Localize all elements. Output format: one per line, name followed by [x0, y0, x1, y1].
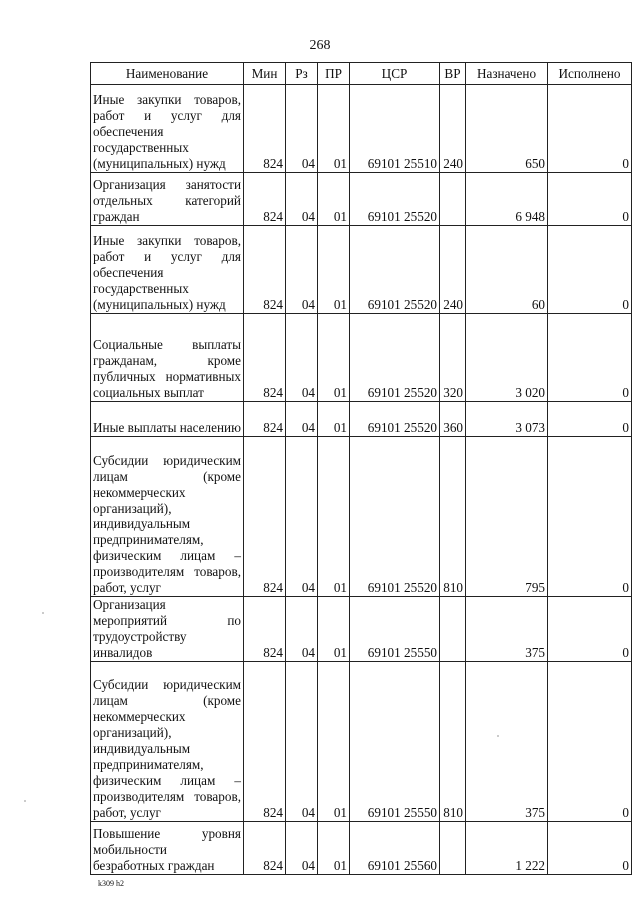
table-header-row	[91, 63, 632, 85]
row-min: 824	[244, 821, 286, 874]
row-vr: 240	[440, 226, 466, 314]
row-done: 0	[548, 402, 632, 437]
header-pr: ПР	[318, 63, 350, 85]
row-pr: 01	[318, 402, 350, 437]
scan-speck	[42, 612, 44, 614]
row-pr: 01	[318, 661, 350, 821]
row-pr: 01	[318, 314, 350, 402]
table-row	[91, 597, 632, 662]
row-csr: 69101 25560	[350, 821, 440, 874]
scan-speck	[497, 735, 499, 737]
row-done: 0	[548, 226, 632, 314]
row-done: 0	[548, 661, 632, 821]
row-pr: 01	[318, 226, 350, 314]
row-pr: 01	[318, 85, 350, 173]
row-name: Субсидии юридическим лицам (кроме некоммерческих организаций), индивидуальным предпринимателям, физическим лицам – производителям товаров, работ, услуг	[91, 437, 244, 597]
row-done: 0	[548, 821, 632, 874]
row-name: Иные выплаты населению	[91, 402, 244, 437]
row-assigned: 3 073	[466, 402, 548, 437]
row-rz: 04	[286, 85, 318, 173]
table-row	[91, 661, 632, 821]
row-vr: 810	[440, 437, 466, 597]
table-row	[91, 226, 632, 314]
row-min: 824	[244, 314, 286, 402]
header-assigned: Назначено	[466, 63, 548, 85]
row-csr: 69101 25510	[350, 85, 440, 173]
row-pr: 01	[318, 597, 350, 662]
table-row	[91, 821, 632, 874]
header-rz: Рз	[286, 63, 318, 85]
header-csr: ЦСР	[350, 63, 440, 85]
table-row	[91, 402, 632, 437]
row-vr: 320	[440, 314, 466, 402]
row-csr: 69101 25520	[350, 173, 440, 226]
table-row	[91, 173, 632, 226]
row-vr: 240	[440, 85, 466, 173]
header-min: Мин	[244, 63, 286, 85]
row-pr: 01	[318, 821, 350, 874]
row-vr: 810	[440, 661, 466, 821]
row-assigned: 1 222	[466, 821, 548, 874]
row-rz: 04	[286, 661, 318, 821]
row-assigned: 375	[466, 661, 548, 821]
row-pr: 01	[318, 437, 350, 597]
row-assigned: 3 020	[466, 314, 548, 402]
footer-code: k309 h2	[98, 879, 124, 888]
row-min: 824	[244, 661, 286, 821]
row-done: 0	[548, 173, 632, 226]
header-vr: ВР	[440, 63, 466, 85]
row-name: Иные закупки товаров, работ и услуг для обеспечения государственных (муниципальных) нужд	[91, 226, 244, 314]
header-name: Наименование	[91, 63, 244, 85]
row-assigned: 60	[466, 226, 548, 314]
row-csr: 69101 25520	[350, 402, 440, 437]
row-min: 824	[244, 597, 286, 662]
table-row	[91, 85, 632, 173]
row-rz: 04	[286, 314, 318, 402]
row-csr: 69101 25520	[350, 314, 440, 402]
row-csr: 69101 25550	[350, 661, 440, 821]
row-rz: 04	[286, 597, 318, 662]
table-row	[91, 437, 632, 597]
budget-table	[90, 62, 632, 875]
row-done: 0	[548, 314, 632, 402]
row-name: Субсидии юридическим лицам (кроме некоммерческих организаций), индивидуальным предпринимателям, физическим лицам – производителям товаров, работ, услуг	[91, 661, 244, 821]
row-csr: 69101 25520	[350, 226, 440, 314]
row-done: 0	[548, 85, 632, 173]
row-csr: 69101 25550	[350, 597, 440, 662]
row-name: Иные закупки товаров, работ и услуг для обеспечения государственных (муниципальных) нужд	[91, 85, 244, 173]
page-number: 268	[309, 38, 331, 53]
row-name: Социальные выплаты гражданам, кроме публичных нормативных социальных выплат	[91, 314, 244, 402]
header-done: Исполнено	[548, 63, 632, 85]
row-vr	[440, 821, 466, 874]
scan-speck	[24, 800, 26, 802]
row-vr	[440, 597, 466, 662]
row-assigned: 650	[466, 85, 548, 173]
row-vr	[440, 173, 466, 226]
row-assigned: 6 948	[466, 173, 548, 226]
row-rz: 04	[286, 173, 318, 226]
row-pr: 01	[318, 173, 350, 226]
row-done: 0	[548, 437, 632, 597]
row-rz: 04	[286, 437, 318, 597]
row-done: 0	[548, 597, 632, 662]
table-row	[91, 314, 632, 402]
row-rz: 04	[286, 226, 318, 314]
row-vr: 360	[440, 402, 466, 437]
row-name: Организация мероприятий по трудоустройству инвалидов	[91, 597, 244, 662]
row-assigned: 795	[466, 437, 548, 597]
row-rz: 04	[286, 821, 318, 874]
row-min: 824	[244, 226, 286, 314]
row-min: 824	[244, 437, 286, 597]
row-min: 824	[244, 402, 286, 437]
row-rz: 04	[286, 402, 318, 437]
row-csr: 69101 25520	[350, 437, 440, 597]
row-min: 824	[244, 173, 286, 226]
row-assigned: 375	[466, 597, 548, 662]
row-min: 824	[244, 85, 286, 173]
row-name: Организация занятости отдельных категорий граждан	[91, 173, 244, 226]
row-name: Повышение уровня мобильности безработных граждан	[91, 821, 244, 874]
